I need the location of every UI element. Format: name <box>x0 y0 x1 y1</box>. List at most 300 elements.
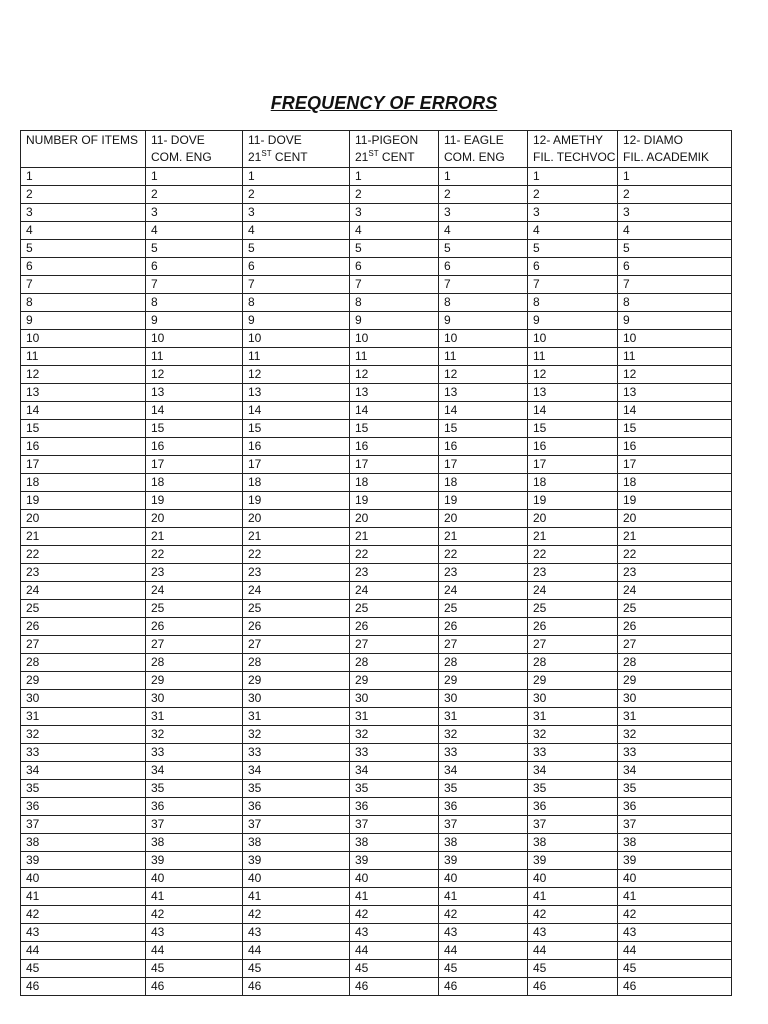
column-header <box>439 131 528 168</box>
table-cell: 44 <box>350 942 439 960</box>
table-cell: 32 <box>146 726 243 744</box>
table-cell: 46 <box>146 978 243 996</box>
table-cell: 40 <box>439 870 528 888</box>
table-cell: 14 <box>350 402 439 420</box>
header-text: 11-PIGEON <box>355 133 419 147</box>
table-cell: 39 <box>243 852 350 870</box>
table-cell: 16 <box>243 438 350 456</box>
table-cell: 2 <box>528 186 618 204</box>
column-header-line <box>533 132 617 149</box>
table-row <box>21 888 732 906</box>
table-cell: 10 <box>350 330 439 348</box>
table-cell: 18 <box>243 474 350 492</box>
table-cell: 6 <box>243 258 350 276</box>
table-cell: 19 <box>439 492 528 510</box>
table-row <box>21 204 732 222</box>
table-row <box>21 906 732 924</box>
item-number-cell: 7 <box>21 276 146 294</box>
table-cell: 14 <box>439 402 528 420</box>
table-cell: 8 <box>528 294 618 312</box>
table-cell: 17 <box>146 456 243 474</box>
item-number-cell: 14 <box>21 402 146 420</box>
table-cell: 33 <box>618 744 732 762</box>
table-cell: 42 <box>243 906 350 924</box>
table-cell: 1 <box>350 168 439 186</box>
table-cell: 40 <box>528 870 618 888</box>
table-row <box>21 762 732 780</box>
table-cell: 37 <box>528 816 618 834</box>
item-number-cell: 37 <box>21 816 146 834</box>
table-cell: 27 <box>146 636 243 654</box>
table-cell: 30 <box>528 690 618 708</box>
item-number-cell: 38 <box>21 834 146 852</box>
table-cell: 45 <box>528 960 618 978</box>
table-cell: 32 <box>243 726 350 744</box>
table-cell: 18 <box>350 474 439 492</box>
table-cell: 19 <box>350 492 439 510</box>
table-row <box>21 960 732 978</box>
table-row <box>21 420 732 438</box>
header-superscript: ST <box>261 149 272 158</box>
table-cell: 42 <box>146 906 243 924</box>
table-cell: 20 <box>439 510 528 528</box>
item-number-cell: 22 <box>21 546 146 564</box>
item-number-cell: 24 <box>21 582 146 600</box>
table-cell: 38 <box>528 834 618 852</box>
table-row <box>21 816 732 834</box>
column-header-line <box>248 149 349 166</box>
table-cell: 35 <box>146 780 243 798</box>
table-cell: 18 <box>146 474 243 492</box>
table-row <box>21 546 732 564</box>
table-cell: 4 <box>528 222 618 240</box>
table-cell: 46 <box>243 978 350 996</box>
item-number-cell: 43 <box>21 924 146 942</box>
table-row <box>21 924 732 942</box>
table-cell: 34 <box>439 762 528 780</box>
table-cell: 23 <box>146 564 243 582</box>
table-cell: 17 <box>350 456 439 474</box>
table-cell: 3 <box>439 204 528 222</box>
table-cell: 18 <box>528 474 618 492</box>
table-cell: 41 <box>528 888 618 906</box>
table-cell: 2 <box>243 186 350 204</box>
table-cell: 43 <box>146 924 243 942</box>
table-cell: 15 <box>243 420 350 438</box>
table-row <box>21 168 732 186</box>
table-cell: 13 <box>243 384 350 402</box>
table-cell: 15 <box>350 420 439 438</box>
header-text: NUMBER OF ITEMS <box>26 133 139 147</box>
table-cell: 12 <box>243 366 350 384</box>
table-cell: 42 <box>350 906 439 924</box>
item-number-cell: 41 <box>21 888 146 906</box>
table-cell: 36 <box>528 798 618 816</box>
table-cell: 10 <box>528 330 618 348</box>
table-cell: 29 <box>146 672 243 690</box>
table-cell: 16 <box>439 438 528 456</box>
table-row <box>21 240 732 258</box>
table-cell: 36 <box>146 798 243 816</box>
table-row <box>21 384 732 402</box>
table-cell: 39 <box>350 852 439 870</box>
table-cell: 10 <box>439 330 528 348</box>
table-cell: 35 <box>350 780 439 798</box>
table-cell: 18 <box>439 474 528 492</box>
table-row <box>21 708 732 726</box>
table-cell: 28 <box>618 654 732 672</box>
table-row <box>21 672 732 690</box>
table-cell: 32 <box>618 726 732 744</box>
header-text: CENT <box>378 150 415 164</box>
table-cell: 38 <box>350 834 439 852</box>
table-cell: 32 <box>439 726 528 744</box>
table-cell: 16 <box>350 438 439 456</box>
item-number-cell: 34 <box>21 762 146 780</box>
table-cell: 33 <box>350 744 439 762</box>
table-cell: 9 <box>618 312 732 330</box>
table-cell: 25 <box>146 600 243 618</box>
table-cell: 8 <box>243 294 350 312</box>
column-header <box>528 131 618 168</box>
table-row <box>21 780 732 798</box>
table-cell: 30 <box>243 690 350 708</box>
table-cell: 2 <box>618 186 732 204</box>
item-number-cell: 32 <box>21 726 146 744</box>
table-cell: 12 <box>528 366 618 384</box>
item-number-cell: 16 <box>21 438 146 456</box>
table-cell: 43 <box>350 924 439 942</box>
column-header-line <box>623 132 731 149</box>
item-number-cell: 42 <box>21 906 146 924</box>
table-cell: 26 <box>350 618 439 636</box>
table-cell: 17 <box>528 456 618 474</box>
table-cell: 14 <box>528 402 618 420</box>
table-cell: 15 <box>528 420 618 438</box>
table-cell: 13 <box>350 384 439 402</box>
table-cell: 22 <box>243 546 350 564</box>
column-header-line <box>623 149 731 166</box>
table-cell: 22 <box>350 546 439 564</box>
table-cell: 35 <box>243 780 350 798</box>
table-cell: 41 <box>439 888 528 906</box>
header-text: FIL. ACADEMIK <box>623 150 710 164</box>
table-row <box>21 258 732 276</box>
table-row <box>21 870 732 888</box>
item-number-cell: 25 <box>21 600 146 618</box>
table-cell: 1 <box>243 168 350 186</box>
table-cell: 33 <box>528 744 618 762</box>
table-cell: 5 <box>528 240 618 258</box>
table-row <box>21 510 732 528</box>
table-cell: 9 <box>439 312 528 330</box>
table-cell: 24 <box>350 582 439 600</box>
table-cell: 21 <box>618 528 732 546</box>
table-cell: 42 <box>528 906 618 924</box>
table-cell: 10 <box>618 330 732 348</box>
table-cell: 4 <box>439 222 528 240</box>
item-number-cell: 46 <box>21 978 146 996</box>
item-number-cell: 2 <box>21 186 146 204</box>
table-cell: 46 <box>528 978 618 996</box>
table-cell: 29 <box>439 672 528 690</box>
table-cell: 4 <box>146 222 243 240</box>
table-cell: 14 <box>146 402 243 420</box>
table-cell: 27 <box>618 636 732 654</box>
table-cell: 41 <box>243 888 350 906</box>
table-cell: 17 <box>618 456 732 474</box>
table-cell: 13 <box>528 384 618 402</box>
header-text: 12- AMETHY <box>533 133 604 147</box>
table-cell: 28 <box>350 654 439 672</box>
item-number-cell: 39 <box>21 852 146 870</box>
table-cell: 25 <box>243 600 350 618</box>
table-cell: 5 <box>618 240 732 258</box>
table-cell: 13 <box>618 384 732 402</box>
table-cell: 41 <box>146 888 243 906</box>
table-cell: 13 <box>146 384 243 402</box>
table-cell: 11 <box>350 348 439 366</box>
table-cell: 38 <box>243 834 350 852</box>
table-row <box>21 636 732 654</box>
table-cell: 35 <box>528 780 618 798</box>
table-cell: 3 <box>146 204 243 222</box>
table-row <box>21 942 732 960</box>
table-cell: 32 <box>350 726 439 744</box>
table-cell: 31 <box>243 708 350 726</box>
item-number-cell: 5 <box>21 240 146 258</box>
table-cell: 8 <box>618 294 732 312</box>
table-cell: 29 <box>243 672 350 690</box>
table-cell: 1 <box>439 168 528 186</box>
table-cell: 33 <box>439 744 528 762</box>
item-number-cell: 30 <box>21 690 146 708</box>
table-cell: 26 <box>146 618 243 636</box>
table-cell: 19 <box>146 492 243 510</box>
table-cell: 31 <box>439 708 528 726</box>
table-cell: 25 <box>618 600 732 618</box>
table-cell: 37 <box>439 816 528 834</box>
table-row <box>21 276 732 294</box>
table-cell: 34 <box>146 762 243 780</box>
table-cell: 27 <box>350 636 439 654</box>
column-header <box>146 131 243 168</box>
table-row <box>21 348 732 366</box>
frequency-table <box>20 130 732 996</box>
table-row <box>21 186 732 204</box>
table-cell: 35 <box>439 780 528 798</box>
table-cell: 2 <box>146 186 243 204</box>
table-cell: 42 <box>618 906 732 924</box>
table-cell: 2 <box>439 186 528 204</box>
table-cell: 34 <box>350 762 439 780</box>
item-number-cell: 19 <box>21 492 146 510</box>
table-cell: 45 <box>146 960 243 978</box>
table-cell: 29 <box>618 672 732 690</box>
table-row <box>21 978 732 996</box>
column-header-line <box>444 149 527 166</box>
table-cell: 16 <box>528 438 618 456</box>
table-cell: 12 <box>439 366 528 384</box>
table-cell: 46 <box>618 978 732 996</box>
table-cell: 21 <box>528 528 618 546</box>
column-header <box>243 131 350 168</box>
table-cell: 7 <box>618 276 732 294</box>
table-cell: 30 <box>350 690 439 708</box>
table-row <box>21 222 732 240</box>
table-cell: 39 <box>146 852 243 870</box>
item-number-cell: 27 <box>21 636 146 654</box>
table-cell: 37 <box>243 816 350 834</box>
table-row <box>21 402 732 420</box>
item-number-cell: 26 <box>21 618 146 636</box>
table-cell: 37 <box>146 816 243 834</box>
table-cell: 45 <box>618 960 732 978</box>
table-cell: 40 <box>618 870 732 888</box>
table-cell: 24 <box>146 582 243 600</box>
table-cell: 8 <box>350 294 439 312</box>
table-cell: 30 <box>439 690 528 708</box>
table-row <box>21 654 732 672</box>
item-number-cell: 13 <box>21 384 146 402</box>
table-cell: 24 <box>618 582 732 600</box>
table-cell: 39 <box>528 852 618 870</box>
column-header-line <box>26 132 145 149</box>
table-cell: 28 <box>243 654 350 672</box>
table-cell: 9 <box>528 312 618 330</box>
table-body <box>21 168 732 996</box>
table-cell: 10 <box>146 330 243 348</box>
header-text: 21 <box>248 150 262 164</box>
table-cell: 29 <box>528 672 618 690</box>
table-cell: 39 <box>439 852 528 870</box>
table-cell: 40 <box>243 870 350 888</box>
item-number-cell: 10 <box>21 330 146 348</box>
table-cell: 39 <box>618 852 732 870</box>
table-cell: 14 <box>618 402 732 420</box>
table-row <box>21 474 732 492</box>
table-cell: 23 <box>243 564 350 582</box>
table-cell: 20 <box>618 510 732 528</box>
table-cell: 35 <box>618 780 732 798</box>
table-cell: 25 <box>350 600 439 618</box>
table-row <box>21 726 732 744</box>
column-header-line <box>355 149 438 166</box>
item-number-cell: 21 <box>21 528 146 546</box>
table-cell: 28 <box>146 654 243 672</box>
table-cell: 31 <box>618 708 732 726</box>
table-cell: 5 <box>439 240 528 258</box>
table-cell: 7 <box>350 276 439 294</box>
table-cell: 22 <box>439 546 528 564</box>
table-cell: 6 <box>350 258 439 276</box>
table-cell: 20 <box>350 510 439 528</box>
table-cell: 24 <box>439 582 528 600</box>
item-number-cell: 36 <box>21 798 146 816</box>
table-cell: 26 <box>439 618 528 636</box>
item-number-cell: 28 <box>21 654 146 672</box>
table-cell: 4 <box>350 222 439 240</box>
table-cell: 8 <box>146 294 243 312</box>
table-cell: 33 <box>146 744 243 762</box>
table-cell: 27 <box>439 636 528 654</box>
item-number-cell: 6 <box>21 258 146 276</box>
table-cell: 44 <box>528 942 618 960</box>
table-cell: 38 <box>146 834 243 852</box>
table-cell: 30 <box>618 690 732 708</box>
table-cell: 19 <box>618 492 732 510</box>
table-cell: 25 <box>528 600 618 618</box>
table-cell: 37 <box>350 816 439 834</box>
table-cell: 9 <box>243 312 350 330</box>
table-cell: 30 <box>146 690 243 708</box>
item-number-cell: 40 <box>21 870 146 888</box>
table-cell: 11 <box>528 348 618 366</box>
table-row <box>21 582 732 600</box>
table-cell: 5 <box>243 240 350 258</box>
table-cell: 31 <box>528 708 618 726</box>
table-row <box>21 618 732 636</box>
header-text: COM. ENG <box>444 150 505 164</box>
table-cell: 12 <box>350 366 439 384</box>
table-cell: 43 <box>618 924 732 942</box>
table-cell: 46 <box>439 978 528 996</box>
table-row <box>21 690 732 708</box>
item-number-cell: 20 <box>21 510 146 528</box>
column-header-line <box>444 132 527 149</box>
table-cell: 7 <box>243 276 350 294</box>
table-cell: 23 <box>350 564 439 582</box>
table-cell: 19 <box>528 492 618 510</box>
table-cell: 37 <box>618 816 732 834</box>
table-cell: 41 <box>350 888 439 906</box>
table-cell: 38 <box>618 834 732 852</box>
table-cell: 21 <box>146 528 243 546</box>
item-number-cell: 3 <box>21 204 146 222</box>
table-cell: 24 <box>243 582 350 600</box>
table-cell: 6 <box>618 258 732 276</box>
item-number-cell: 8 <box>21 294 146 312</box>
table-cell: 11 <box>243 348 350 366</box>
header-superscript: ST <box>368 149 379 158</box>
table-cell: 22 <box>528 546 618 564</box>
table-cell: 24 <box>528 582 618 600</box>
table-row <box>21 312 732 330</box>
table-cell: 45 <box>243 960 350 978</box>
header-text: COM. ENG <box>151 150 212 164</box>
table-row <box>21 798 732 816</box>
table-cell: 33 <box>243 744 350 762</box>
table-cell: 12 <box>146 366 243 384</box>
table-cell: 45 <box>439 960 528 978</box>
table-cell: 21 <box>243 528 350 546</box>
table-cell: 3 <box>618 204 732 222</box>
header-text: 21 <box>355 150 369 164</box>
table-cell: 23 <box>618 564 732 582</box>
table-row <box>21 600 732 618</box>
table-cell: 7 <box>439 276 528 294</box>
header-text: 11- DOVE <box>248 133 302 147</box>
table-cell: 34 <box>618 762 732 780</box>
item-number-cell: 33 <box>21 744 146 762</box>
table-row <box>21 438 732 456</box>
table-cell: 27 <box>243 636 350 654</box>
table-cell: 29 <box>350 672 439 690</box>
table-cell: 11 <box>439 348 528 366</box>
table-cell: 1 <box>146 168 243 186</box>
table-row <box>21 528 732 546</box>
table-cell: 31 <box>350 708 439 726</box>
